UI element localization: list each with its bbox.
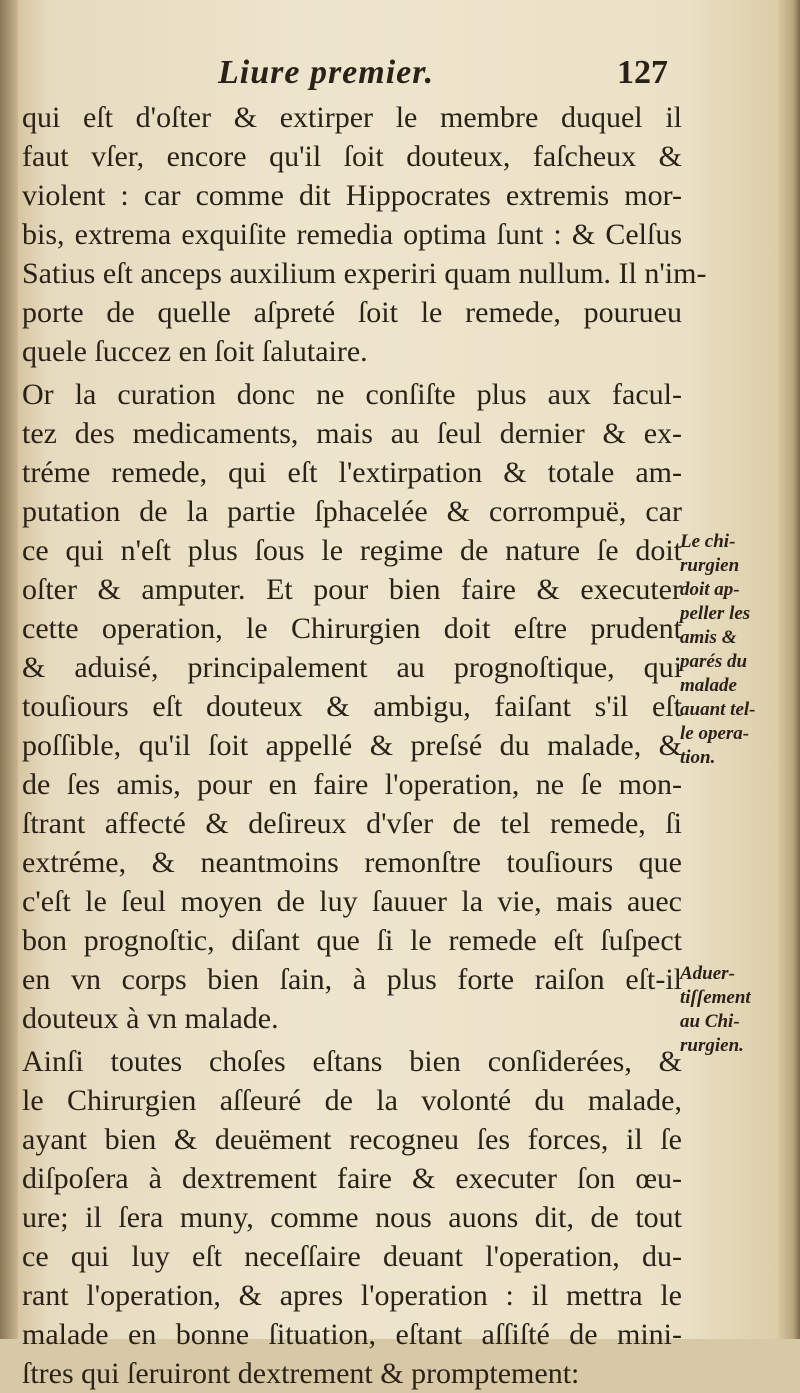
text-line: poſſible, qu'il ſoit appellé & preſsé du malade, &	[22, 729, 682, 762]
margin-note-line: au Chi-	[680, 1011, 740, 1032]
page-header	[218, 54, 668, 98]
margin-note-line: rurgien	[680, 555, 740, 576]
margin-note-line: Aduer-	[680, 963, 735, 984]
margin-note-line: rurgien.	[680, 1035, 744, 1056]
margin-note-line: peller les	[680, 603, 751, 624]
margin-note-line: doit ap-	[680, 579, 740, 600]
running-title: Liure premier.	[218, 54, 435, 91]
page-edge	[778, 0, 800, 1339]
text-line: le Chirurgien aſſeuré de la volonté du malade,	[22, 1084, 682, 1117]
text-line: & aduisé, principalement au prognoſtique, qui	[22, 651, 682, 684]
margin-note-line: parés du	[680, 651, 748, 672]
text-line: douteux à vn malade.	[22, 1002, 279, 1035]
text-line: quele ſuccez en ſoit ſalutaire.	[22, 335, 368, 368]
text-line: ayant bien & deuëment recogneu ſes forces, il ſe	[22, 1123, 682, 1156]
book-spine	[0, 0, 18, 1339]
text-line: Or la curation donc ne conſiſte plus aux facul-	[22, 378, 682, 411]
margin-note-line: Le chi-	[680, 531, 736, 552]
text-line: oſter & amputer. Et pour bien faire & executer	[22, 573, 682, 606]
margin-note-line: le opera-	[680, 723, 750, 744]
text-line: ſtrant affecté & deſireux d'vſer de tel remede, ſi	[22, 807, 682, 840]
text-line: ure; il ſera muny, comme nous auons dit, de tout	[22, 1201, 682, 1234]
text-line: Satius eſt anceps auxilium experiri quam nullum. Il n'im-	[22, 257, 707, 290]
body-text	[22, 98, 707, 1393]
text-line: diſpoſera à dextrement faire & executer ſon œu-	[22, 1162, 682, 1195]
text-line: bis, extrema exquiſite remedia optima ſunt : & Celſus	[22, 218, 682, 251]
text-line: de ſes amis, pour en faire l'operation, ne ſe mon-	[22, 768, 682, 801]
margin-note-warning-surgeon	[680, 962, 780, 1058]
text-line: touſiours eſt douteux & ambigu, faiſant s'il eſt	[22, 690, 682, 723]
page-number: 127	[617, 54, 668, 91]
text-line: en vn corps bien ſain, à plus forte raiſon eſt-il	[22, 963, 682, 996]
text-line: Ainſi toutes choſes eſtans bien conſiderées, &	[22, 1045, 682, 1078]
text-line: ce qui luy eſt neceſſaire deuant l'operation, du-	[22, 1240, 682, 1273]
margin-note-line: amis &	[680, 627, 737, 648]
text-line: bon prognoſtic, diſant que ſi le remede eſt ſuſpect	[22, 924, 682, 957]
text-line: qui eſt d'oſter & extirper le membre duquel il	[22, 101, 682, 134]
margin-note-line: tiſſement	[680, 987, 751, 1008]
text-line: c'eſt le ſeul moyen de luy ſauuer la vie, mais auec	[22, 885, 682, 918]
text-line: malade en bonne ſituation, eſtant aſſiſté de mini-	[22, 1318, 682, 1351]
text-line: extréme, & neantmoins remonſtre touſiours que	[22, 846, 682, 879]
margin-note-line: auant tel-	[680, 699, 756, 720]
text-line: ſtres qui ſeruiront dextrement & promptement:	[22, 1357, 580, 1390]
text-line: cette operation, le Chirurgien doit eſtre prudent	[22, 612, 682, 645]
margin-note-line: tion.	[680, 747, 716, 768]
text-line: rant l'operation, & apres l'operation : il mettra le	[22, 1279, 682, 1312]
text-line: tréme remede, qui eſt l'extirpation & totale am-	[22, 456, 682, 489]
text-line: tez des medicaments, mais au ſeul dernier & ex-	[22, 417, 682, 450]
text-line: putation de la partie ſphacelée & corrompuë, car	[22, 495, 682, 528]
text-line: porte de quelle aſpreté ſoit le remede, pourueu	[22, 296, 682, 329]
text-line: faut vſer, encore qu'il ſoit douteux, faſcheux &	[22, 140, 682, 173]
text-line: violent : car comme dit Hippocrates extremis mor-	[22, 179, 682, 212]
margin-note-surgeon-friends	[680, 530, 780, 770]
margin-note-line: malade	[680, 675, 737, 696]
text-line: ce qui n'eſt plus ſous le regime de nature ſe doit	[22, 534, 682, 567]
